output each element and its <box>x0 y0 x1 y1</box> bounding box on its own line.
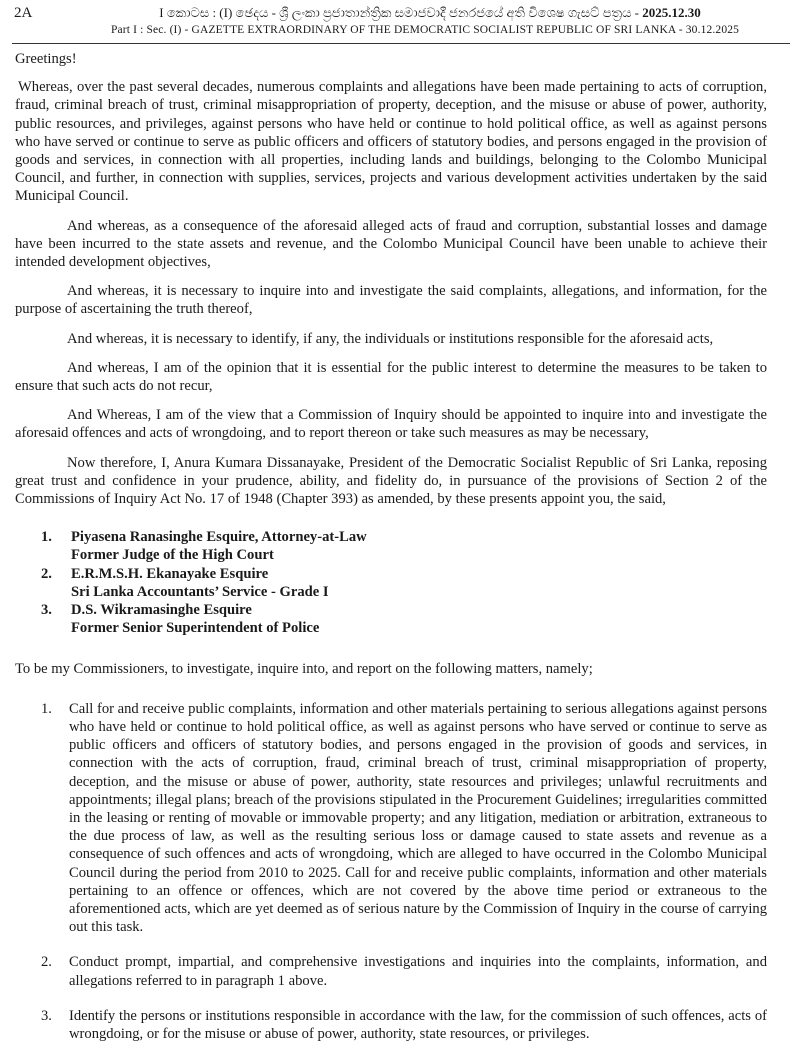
sinhala-title <box>80 5 780 21</box>
matter-number: 2. <box>41 954 52 971</box>
matter-item <box>41 1007 767 1043</box>
matter-text: Conduct prompt, impartial, and comprehensive investigations and inquiries into the complaints, information, and allegations referred to in paragraph 1 above. <box>69 954 767 989</box>
document-body <box>15 50 767 1060</box>
gazette-header <box>0 0 802 44</box>
header-divider <box>12 43 790 44</box>
paragraph-losses: And whereas, as a consequence of the aforesaid alleged acts of fraud and corruption, substantial losses and damage have been incurred to the state assets and revenue, and the Colombo Municipal Council have been unable to achieve their intended development objectives, <box>15 217 767 271</box>
commissioner-name: Piyasena Ranasinghe Esquire, Attorney-at-Law <box>71 529 367 546</box>
page-number: 2A <box>14 5 33 21</box>
paragraph-public-interest: And whereas, I am of the opinion that it is essential for the public interest to determine the measures to be taken to ensure that such acts do not recur, <box>15 359 767 395</box>
sinhala-title-text: I කොටස : (I) ඡෙදය - ශ්‍රී ලංකා ප්‍රජාතාන්ත්‍රික සමාජවාදී ජනරජයේ අති විශෙෂ ගැසට් පත්‍රය - <box>159 5 643 20</box>
paragraph-commission: And Whereas, I am of the view that a Commission of Inquiry should be appointed to inquire into and investigate the aforesaid offences and acts of wrongdoing, and to report thereon or take such measures as may be necessary, <box>15 407 767 442</box>
list-item <box>41 528 767 564</box>
commissioner-list <box>41 528 767 637</box>
paragraph-whereas: Whereas, over the past several decades, numerous complaints and allegations have been made pertaining to acts of corruption, fraud, criminal breach of trust, criminal misappropriation of property, deception, and the misuse or abuse of power, authority, public resources, and privileges, against persons who have held or continue to hold political office, as well as against persons who have served or continue to serve as public officers and officers of statutory bodies, and persons engaged in the provision of goods and services, in connection with all properties, including lands and buildings, belonging to the Colombo Municipal Council, and further, in connection with supplies, services, projects and various development activities undertaken by the said Municipal Council. <box>15 79 767 205</box>
matter-text: Call for and receive public complaints, information and other materials pertaining to serious allegations against persons who have held or continue to hold political office, as well as against persons who have served or continue to serve as public officers and officers of statutory bodies, and persons engaged in the provision of goods and services, in connection with the acts of corruption, fraud, criminal breach of trust, criminal misappropriation of property, deception, and the misuse or abuse of power, authority, state resources and privileges; unlawful recruitments and appointments; illegal plans; breach of the provisions stipulated in the Procurement Guidelines; irregularities committed in the leasing or renting of movable or immovable property; and any litigation, mediation or arbitration, extraneous to the due process of law, as well as the resulting serious loss or damage caused to state assets and revenue as a consequence of such offences and acts of wrongdoing, which are alleged to have occurred in the Colombo Municipal Council during the period from 2010 to 2025. Call for and receive public complaints, information and other materials pertaining to an offence or offences, which are not covered by the above time period or extraneous to the aforementioned acts, which are yet deemed as of serious nature by the Commission of Inquiry in the course of carrying out this task. <box>69 700 767 936</box>
greeting: Greetings! <box>15 51 77 67</box>
commissioner-title: Sri Lanka Accountants’ Service - Grade I <box>71 583 329 600</box>
commissioner-name: D.S. Wikramasinghe Esquire <box>71 602 252 619</box>
list-number: 1. <box>41 529 52 546</box>
commission-mandate: To be my Commissioners, to investigate, inquire into, and report on the following matters, namely; <box>15 661 593 678</box>
list-number: 2. <box>41 565 52 582</box>
commissioner-title: Former Judge of the High Court <box>71 547 274 564</box>
matter-number: 1. <box>41 700 52 717</box>
paragraph-identify: And whereas, it is necessary to identify, if any, the individuals or institutions responsible for the aforesaid acts, <box>67 330 714 347</box>
commissioner-title: Former Senior Superintendent of Police <box>71 620 320 637</box>
list-item <box>41 601 767 637</box>
english-title: Part I : Sec. (I) - GAZETTE EXTRAORDINARY OF THE DEMOCRATIC SOCIALIST REPUBLIC OF SRI LANKA - 30.12.2025 <box>110 24 740 36</box>
paragraph-appointment: Now therefore, I, Anura Kumara Dissanayake, President of the Democratic Socialist Republic of Sri Lanka, reposing great trust and confidence in your prudence, ability, and fidelity do, in pursuance of the provisions of Section 2 of the Commissions of Inquiry Act No. 17 of 1948 (Chapter 393) as amended, by these presents appoint you, the said, <box>15 454 767 508</box>
paragraph-inquire: And whereas, it is necessary to inquire into and investigate the said complaints, allegations, and information, for the purpose of ascertaining the truth thereof, <box>15 283 767 318</box>
list-item <box>41 565 767 601</box>
matter-item <box>41 953 767 989</box>
matter-item <box>41 700 767 937</box>
commissioner-name: E.R.M.S.H. Ekanayake Esquire <box>71 565 269 582</box>
sinhala-date: 2025.12.30 <box>642 5 701 20</box>
matter-text: Identify the persons or institutions responsible in accordance with the law, for the commission of such offences, acts of wrongdoing, or for the misuse or abuse of power, authority, state resources, or privileges. <box>69 1007 767 1042</box>
matter-number: 3. <box>41 1007 52 1024</box>
list-number: 3. <box>41 602 52 619</box>
